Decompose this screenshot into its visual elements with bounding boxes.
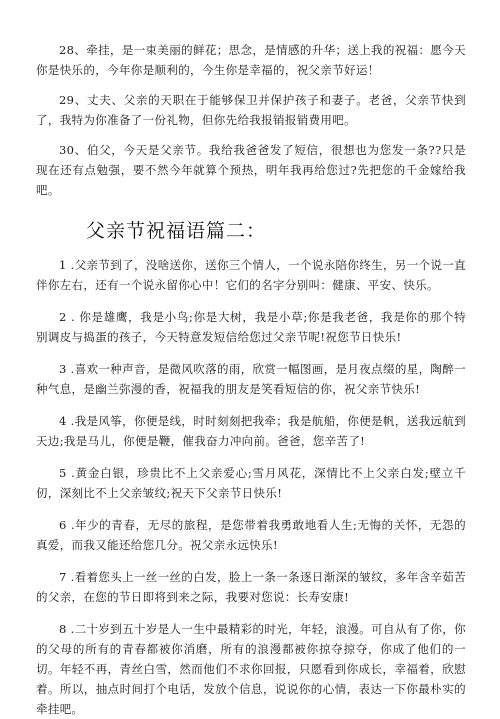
- section-heading: 父亲节祝福语篇二：: [86, 220, 267, 242]
- paragraph-30: 30、伯父，今天是父亲节。我给我爸爸发了短信，很想也为您发一条??只是现在还有点勉强，要不然今年就算个预热，明年我再给您过?先把您的千金嫁给我吧。: [36, 143, 466, 197]
- blessing-item-4: 4 .我是风筝，你便是线，时时刻刻把我牵；我是航船，你便是帆，送我远航到天边;我是马儿，你便是鞭，催我奋力冲向前。爸爸，您辛苦了!: [36, 414, 466, 448]
- blessing-item-6: 6 .年少的青春，无尽的旅程，是您带着我勇敢地看人生;无悔的关怀，无怨的真爱，而我又能还给您几分。祝父亲永远快乐!: [36, 518, 466, 552]
- blessing-item-7: 7 .看着您头上一丝一丝的白发，脸上一条一条逐日渐深的皱纹，多年含辛茹苦的父亲，在您的节日即将到来之际，我要对您说：长寿安康!: [36, 570, 466, 604]
- blessing-item-2: 2 . 你是雄鹰，我是小鸟;你是大树，我是小草;你是我老爸，我是你的那个特别调皮与捣蛋的孩子，今天特意发短信给您过父亲节呢!祝您节日快乐!: [36, 310, 466, 344]
- blessing-item-5: 5 .黄金白银，珍贵比不上父亲爱心;雪月风花，深情比不上父亲白发;壁立千仞，深刻比不上父亲皱纹;祝天下父亲节日快乐!: [36, 466, 466, 500]
- blessing-item-1: 1 .父亲节到了，没啥送你，送你三个情人，一个说永陪你终生，另一个说一直伴你左右，还有一个说永留你心中！它们的名字分别叫：健康、平安、快乐。: [36, 258, 466, 292]
- paragraph-28: 28、牵挂，是一束美丽的鲜花；思念，是情感的升华；送上我的祝福：愿今天你是快乐的，今年你是顺利的，今生你是幸福的，祝父亲节好运！: [36, 43, 466, 77]
- blessing-item-3: 3 .喜欢一种声音，是微风吹落的雨，欣赏一幅图画，是月夜点缀的星，陶醉一种气息，是幽兰弥漫的香，祝福我的朋友是笑看短信的你，祝父亲节快乐!: [36, 362, 466, 396]
- paragraph-29: 29、丈夫、父亲的天职在于能够保卫并保护孩子和妻子。老爸，父亲节快到了，我特为你准备了一份礼物，但你先给我报销报销费用吧。: [36, 93, 466, 127]
- blessing-item-8: 8 .二十岁到五十岁是人一生中最精彩的时光，年轻，浪漫。可自从有了你，你的父母的所有的青春都被你消磨，所有的浪漫都被你掠夺掠夺，你成了他们的一切。年轻不再，青丝白雪，然而他们不求你回报，只愿看到你成长，幸福着，欣慰着。所以，抽点时间打个电话，发放个信息，说说你的心情，表达一下你最朴实的牵挂吧。: [36, 622, 466, 716]
